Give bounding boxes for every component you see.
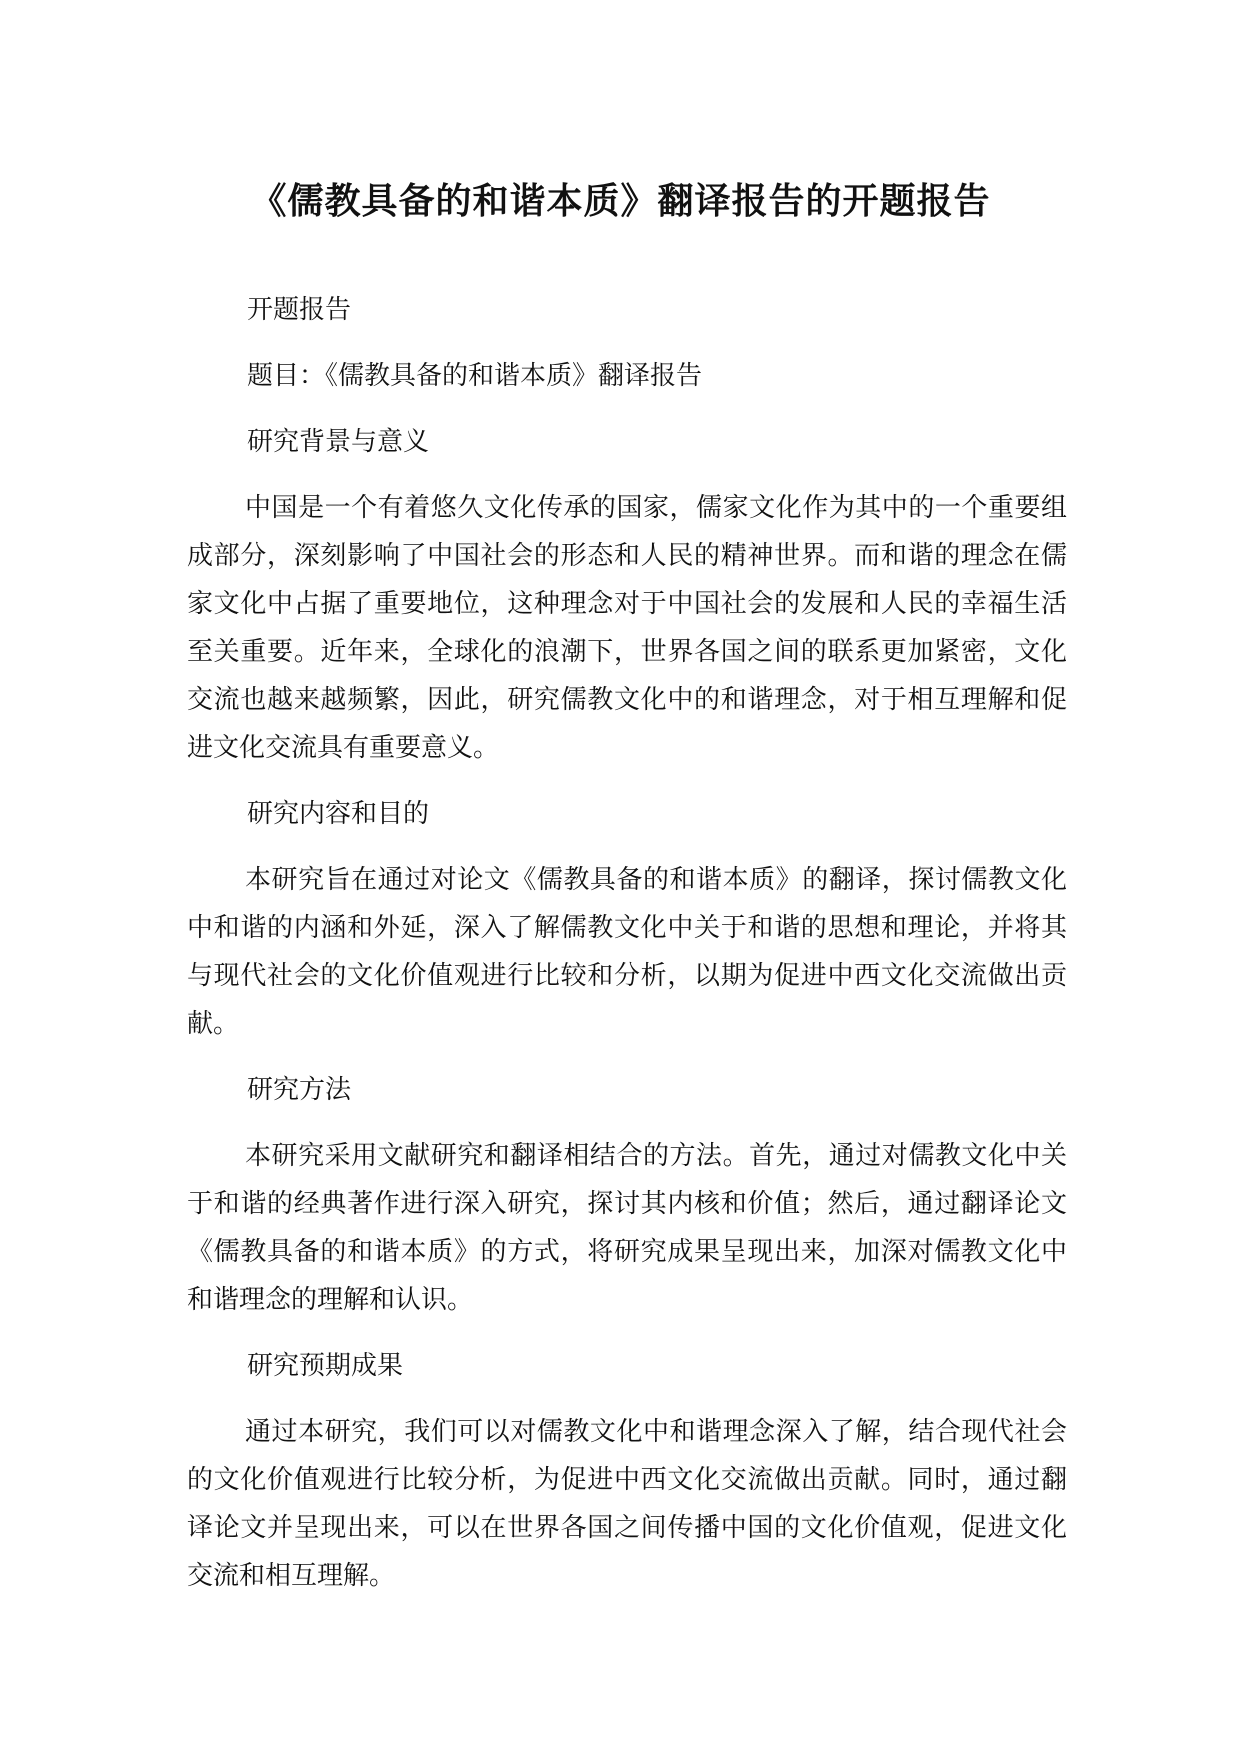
document-title: 《儒教具备的和谐本质》翻译报告的开题报告: [250, 181, 991, 222]
section-heading-expected-results: 研究预期成果: [247, 1351, 404, 1381]
paragraph-methods: 本研究采用文献研究和翻译相结合的方法。首先，通过对儒教文化中关于和谐的经典著作进行深入研究，探讨其内核和价值；然后，通过翻译论文《儒教具备的和谐本质》的方式，将研究成果呈现出来，加深对儒教文化中和谐理念的理解和认识。: [187, 1141, 1067, 1315]
section-heading-topic: 题目：《儒教具备的和谐本质》翻译报告: [247, 361, 703, 391]
section-heading-proposal: 开题报告: [247, 295, 352, 325]
paragraph-expected-results: 通过本研究，我们可以对儒教文化中和谐理念深入了解，结合现代社会的文化价值观进行比较分析，为促进中西文化交流做出贡献。同时，通过翻译论文并呈现出来，可以在世界各国之间传播中国的文化价值观，促进文化交流和相互理解。: [187, 1417, 1067, 1591]
section-heading-background: 研究背景与意义: [247, 427, 430, 457]
document-body: [187, 286, 1067, 1618]
paragraph-content-purpose: 本研究旨在通过对论文《儒教具备的和谐本质》的翻译，探讨儒教文化中和谐的内涵和外延，深入了解儒教文化中关于和谐的思想和理论，并将其与现代社会的文化价值观进行比较和分析，以期为促进中西文化交流做出贡献。: [187, 865, 1067, 1039]
section-heading-methods: 研究方法: [247, 1075, 352, 1105]
paragraph-background: 中国是一个有着悠久文化传承的国家，儒家文化作为其中的一个重要组成部分，深刻影响了中国社会的形态和人民的精神世界。而和谐的理念在儒家文化中占据了重要地位，这种理念对于中国社会的发展和人民的幸福生活至关重要。近年来，全球化的浪潮下，世界各国之间的联系更加紧密，文化交流也越来越频繁，因此，研究儒教文化中的和谐理念，对于相互理解和促进文化交流具有重要意义。: [187, 493, 1067, 763]
section-heading-content-purpose: 研究内容和目的: [247, 799, 430, 829]
